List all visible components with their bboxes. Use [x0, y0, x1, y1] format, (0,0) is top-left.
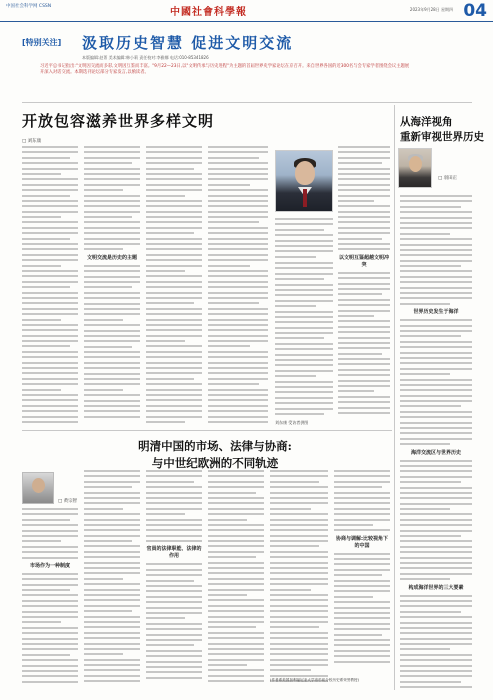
article3-headline-line2: 与中世纪欧洲的不同轨迹 — [151, 456, 279, 470]
article2-headline-line1: 从海洋视角 — [400, 116, 453, 128]
page-number: 04 — [463, 1, 487, 21]
section-divider — [22, 102, 472, 103]
article3-subhead-a: 市场作为一种制度 — [29, 562, 70, 569]
editor-meta: 本版编辑:赵菁 美术编辑:韩小莉 责任校对:李雅娜 电话:010-85341826 — [82, 55, 209, 60]
article3-col2 — [84, 470, 140, 688]
article2-subhead-b: 海洋交流区与世界历史 — [410, 449, 461, 456]
article1-col2 — [84, 146, 140, 426]
article1-subhead-a: 文明交流是历史的主题 — [86, 254, 137, 261]
article3-headline-line1: 明清中国的市场、法律与协商: — [138, 439, 292, 453]
feature-title: 汲取历史智慧 促进文明交流 — [82, 34, 294, 52]
article1-col3 — [146, 146, 202, 426]
column-divider — [394, 105, 395, 690]
article1-col5 — [275, 262, 333, 417]
article3-author-note: (作者系美国加利福尼亚大学洛杉矶分校历史系荣誉教授) — [270, 678, 360, 682]
article2-headline-line2: 重新审视世界历史 — [400, 131, 484, 143]
masthead-title: 中國社會科學報 — [170, 7, 247, 18]
article2-headline — [400, 115, 484, 145]
article3-col3 — [146, 470, 202, 688]
author-photo-huangzongzhi — [22, 472, 54, 504]
article3-col4 — [208, 470, 264, 688]
article2-body — [400, 195, 472, 690]
article1-byline: □ 刘东康 — [22, 139, 42, 144]
article1-subhead-b: 以文明互鉴超越文明冲突 — [338, 254, 389, 268]
article3-headline — [90, 438, 340, 472]
article1-headline: 开放包容滋养世界多样文明 — [22, 112, 215, 130]
article3-col5 — [270, 470, 328, 688]
article1-col4 — [208, 146, 268, 426]
article3-subhead-c: 协商与调解:比较视角下的中国 — [335, 535, 388, 549]
article3-byline: □ 黄宗智 — [58, 499, 78, 504]
masthead — [0, 0, 493, 22]
article2-byline: □ 羽田正 — [438, 176, 458, 181]
article3-col1 — [22, 508, 78, 688]
article3-col6 — [334, 470, 390, 675]
author-photo-liudongkang — [275, 150, 333, 212]
feature-intro: 习近平总书记指出:"文明因交流而多彩,文明因互鉴而丰富。"9月22—23日,以"文明传承与历史进程"为主题的首届世界史学家论坛在京召开。来自世界各国的近300名与会专家学者围绕会议主题展开深入对话交流。本期选刊论坛部分专家发言,以飨读者。 — [40, 64, 410, 75]
article2-subhead-a: 世界历史发生于海洋 — [413, 309, 459, 316]
masthead-date: 2023年9月28日 星期四 — [409, 7, 453, 12]
article1-note: 刘东康 受访者供图 — [275, 420, 309, 425]
section-divider-2 — [22, 430, 392, 431]
feature-tag: [特别关注] — [22, 38, 62, 47]
article1-col1 — [22, 146, 78, 426]
article1-col5-top — [275, 218, 333, 258]
author-photo-haneda — [398, 148, 432, 188]
masthead-left-text: 中国社会科学网 CSSN — [6, 4, 52, 9]
article2-subhead-c: 构成海洋世界的三大要素 — [408, 584, 464, 591]
article3-subhead-b: 官員的法律职能、法律的作用 — [146, 546, 202, 560]
article1-col6 — [338, 146, 390, 416]
